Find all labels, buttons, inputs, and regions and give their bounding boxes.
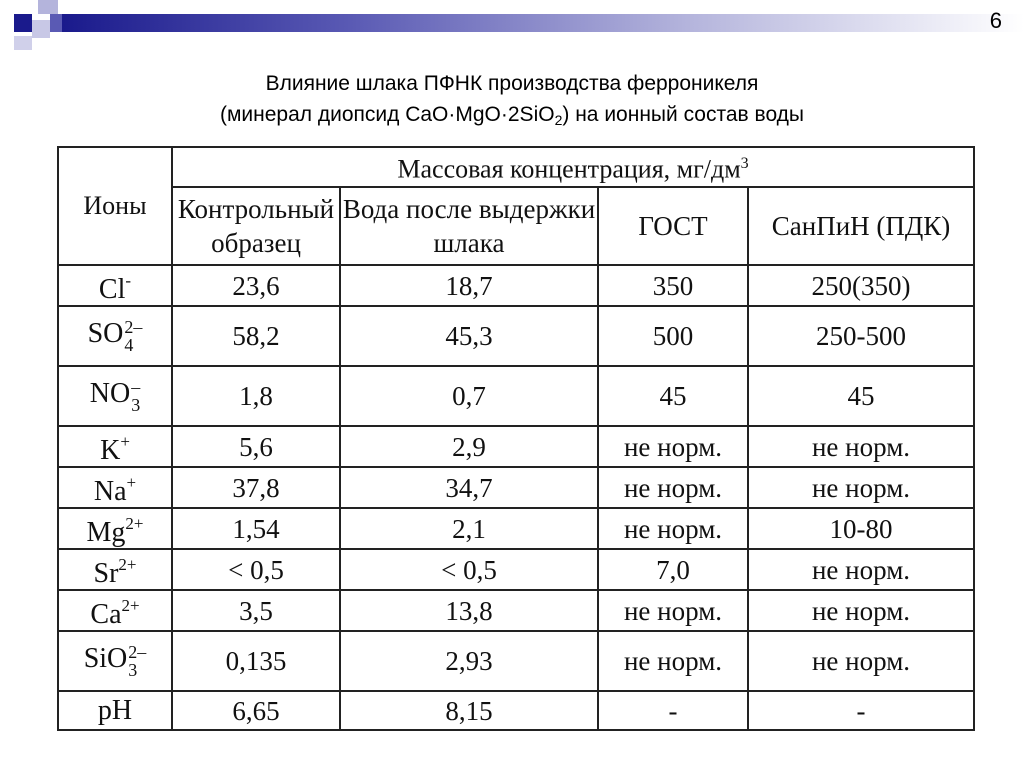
header-gost: ГОСТ	[598, 187, 748, 265]
ion-symbol: SiO	[83, 643, 128, 675]
concentration-table	[57, 146, 975, 731]
ion-index: 3	[131, 395, 141, 415]
table-row	[58, 265, 974, 306]
ion-charge: 2–	[124, 317, 143, 337]
title-line-1: Влияние шлака ПФНК производства ферроникеля	[265, 72, 759, 95]
ion-formula	[87, 317, 143, 355]
ion-cell	[58, 467, 172, 508]
sanpin-value: не норм.	[748, 467, 974, 508]
ion-symbol: K	[100, 435, 121, 466]
gost-value: не норм.	[598, 426, 748, 467]
ion-charge: 2+	[118, 555, 137, 574]
after-value: 2,93	[340, 631, 598, 691]
ion-charge-index	[131, 378, 140, 414]
ion-formula	[93, 555, 137, 589]
ion-symbol: NO	[89, 378, 131, 410]
decor-square-light	[38, 0, 58, 14]
ion-cell	[58, 549, 172, 590]
after-value: 18,7	[340, 265, 598, 306]
title-line-2-prefix: (минерал диопсид CaO·MgO·2SiO	[219, 103, 555, 126]
sanpin-value: 250-500	[748, 306, 974, 366]
table-row	[58, 366, 974, 426]
sanpin-value: не норм.	[748, 631, 974, 691]
after-value: < 0,5	[340, 549, 598, 590]
ion-symbol: Mg	[86, 517, 126, 548]
after-value: 45,3	[340, 306, 598, 366]
table-row	[58, 691, 974, 730]
ion-formula	[93, 473, 137, 507]
ion-cell	[58, 631, 172, 691]
control-value: 5,6	[172, 426, 340, 467]
ion-cell	[58, 508, 172, 549]
ion-cell	[58, 265, 172, 306]
sanpin-value: не норм.	[748, 590, 974, 631]
slide-number: 6	[989, 8, 1002, 33]
decor-square-dark	[14, 14, 32, 32]
control-value: 58,2	[172, 306, 340, 366]
ion-formula	[83, 642, 147, 680]
gost-value: не норм.	[598, 508, 748, 549]
header-water-after-slag: Вода после выдержки шлака	[340, 187, 598, 265]
header-gradient-bar	[62, 14, 1024, 32]
ion-symbol: Ca	[90, 599, 122, 630]
ion-formula	[90, 596, 140, 630]
decor-square-light	[14, 36, 32, 50]
ion-index: 3	[128, 660, 138, 680]
ion-formula	[89, 377, 141, 415]
concentration-table-image	[57, 146, 973, 731]
ion-charge: 2+	[121, 596, 140, 615]
table-row	[58, 426, 974, 467]
after-value: 34,7	[340, 467, 598, 508]
ion-formula	[86, 514, 144, 548]
table-subheader-row	[58, 187, 974, 265]
control-value: 3,5	[172, 590, 340, 631]
header-control-sample: Контрольный образец	[172, 187, 340, 265]
table-row	[58, 306, 974, 366]
ion-symbol: Sr	[93, 558, 119, 589]
ion-cell	[58, 590, 172, 631]
table-row	[58, 549, 974, 590]
slide-title	[0, 68, 1024, 136]
control-value: 1,8	[172, 366, 340, 426]
ion-formula	[98, 695, 132, 726]
title-line-2-suffix: ) на ионный состав воды	[562, 103, 805, 126]
control-value: < 0,5	[172, 549, 340, 590]
after-value: 8,15	[340, 691, 598, 730]
table-row	[58, 508, 974, 549]
gost-value: 45	[598, 366, 748, 426]
header-group-label: Массовая концентрация, мг/дм	[397, 154, 741, 184]
after-value: 13,8	[340, 590, 598, 631]
title-subscript: 2	[554, 112, 563, 128]
control-value: 23,6	[172, 265, 340, 306]
ion-charge: –	[131, 377, 141, 397]
header-ions: Ионы	[58, 147, 172, 265]
gost-value: не норм.	[598, 631, 748, 691]
ion-charge: 2+	[125, 514, 144, 533]
ion-symbol: Na	[93, 476, 127, 507]
sanpin-value: не норм.	[748, 426, 974, 467]
after-value: 2,1	[340, 508, 598, 549]
ion-symbol: pH	[97, 695, 133, 726]
control-value: 6,65	[172, 691, 340, 730]
decor-square-light	[32, 20, 50, 38]
gost-value: 350	[598, 265, 748, 306]
header-mass-concentration	[172, 147, 974, 187]
ion-charge: 2–	[128, 642, 147, 662]
ion-charge-index	[128, 643, 146, 679]
table-row	[58, 631, 974, 691]
gost-value: не норм.	[598, 590, 748, 631]
control-value: 1,54	[172, 508, 340, 549]
ion-cell	[58, 306, 172, 366]
table-header-row	[58, 147, 974, 187]
control-value: 0,135	[172, 631, 340, 691]
table-row	[58, 590, 974, 631]
after-value: 2,9	[340, 426, 598, 467]
table-body	[58, 265, 974, 730]
after-value: 0,7	[340, 366, 598, 426]
sanpin-value: -	[748, 691, 974, 730]
sanpin-value: 250(350)	[748, 265, 974, 306]
title-line-2	[0, 99, 1024, 136]
ion-symbol: Cl	[98, 274, 126, 305]
ion-charge: -	[125, 271, 132, 290]
sanpin-value: 10-80	[748, 508, 974, 549]
ion-cell	[58, 691, 172, 730]
ion-cell	[58, 426, 172, 467]
table-row	[58, 467, 974, 508]
ion-charge: +	[120, 432, 130, 451]
ion-formula	[100, 432, 130, 466]
ion-cell	[58, 366, 172, 426]
control-value: 37,8	[172, 467, 340, 508]
gost-value: 7,0	[598, 549, 748, 590]
gost-value: не норм.	[598, 467, 748, 508]
ion-charge: +	[126, 473, 137, 492]
header-group-sup: 3	[740, 155, 749, 173]
gost-value: 500	[598, 306, 748, 366]
ion-symbol: SO	[87, 318, 124, 350]
decor-square-mid	[50, 14, 62, 32]
ion-index: 4	[124, 335, 134, 355]
ion-charge-index	[124, 318, 142, 354]
gost-value: -	[598, 691, 748, 730]
header-sanpin: СанПиН (ПДК)	[748, 187, 974, 265]
sanpin-value: 45	[748, 366, 974, 426]
header-decoration	[0, 0, 1024, 60]
sanpin-value: не норм.	[748, 549, 974, 590]
ion-formula	[98, 271, 132, 305]
